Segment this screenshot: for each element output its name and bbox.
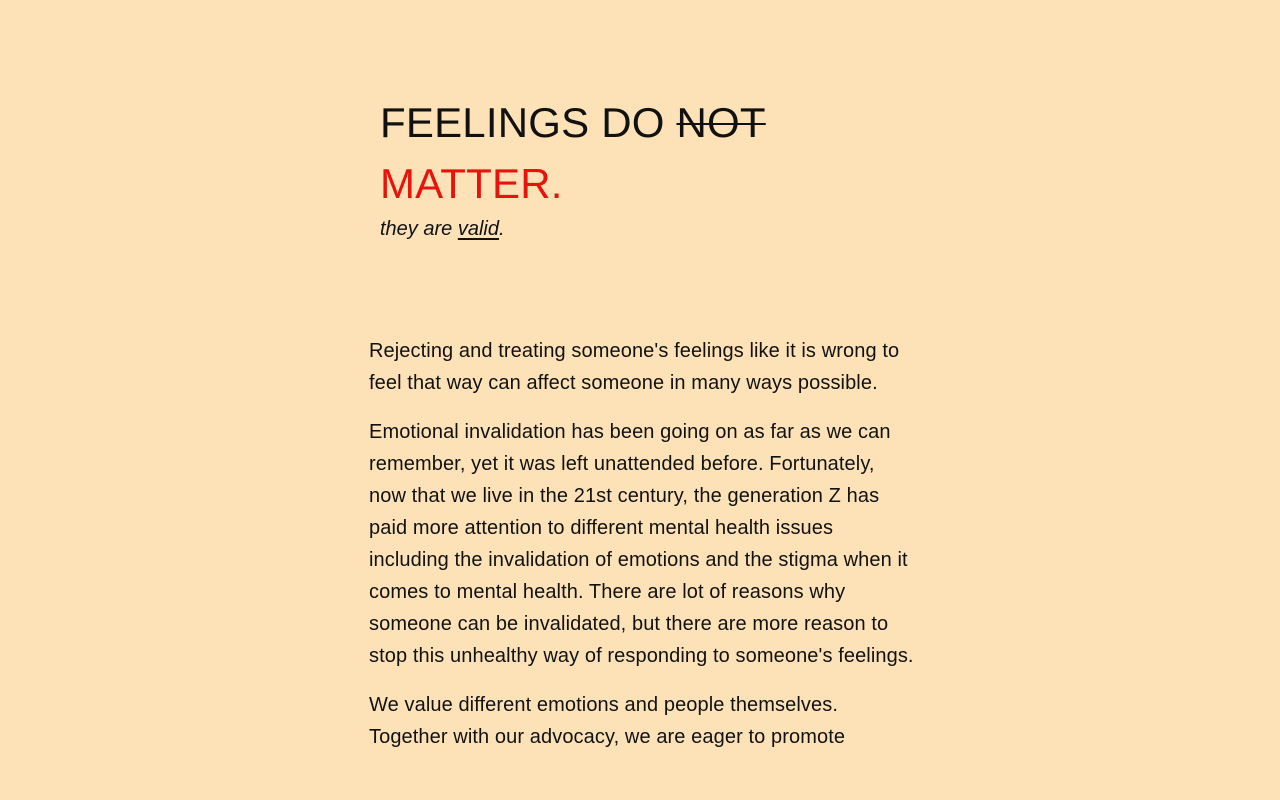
- headline-part-1: FEELINGS DO: [380, 99, 677, 146]
- tagline-suffix: .: [498, 218, 505, 240]
- paragraph-history: Emotional invalidation has been going on as far as we can remember, yet it was left unattended before. Fortunately, now that we live in the 21st century, the generation Z has paid more attention to different mental health issues including the invalidation of emotions and the stigma when it comes to mental health. There are lot of reasons why someone can be invalidated, but there are more reason to stop this unhealthy way of responding to someone's feelings.: [369, 421, 914, 667]
- headline-line-2: MATTER.: [380, 160, 563, 207]
- paragraph-values: We value different emotions and people themselves. Together with our advocacy, we are eager to promote: [369, 694, 846, 748]
- tagline-prefix: they are: [380, 218, 458, 240]
- page-title: [380, 92, 880, 214]
- article-body: [369, 335, 914, 770]
- headline-strikethrough-word: NOT: [676, 99, 766, 146]
- paragraph-intro: Rejecting and treating someone's feelings like it is wrong to feel that way can affect someone in many ways possible.: [369, 340, 900, 394]
- headline-line-1: [380, 92, 880, 153]
- tagline-emphasis: valid: [457, 218, 499, 240]
- tagline: [380, 216, 880, 242]
- hero-section: [380, 92, 880, 242]
